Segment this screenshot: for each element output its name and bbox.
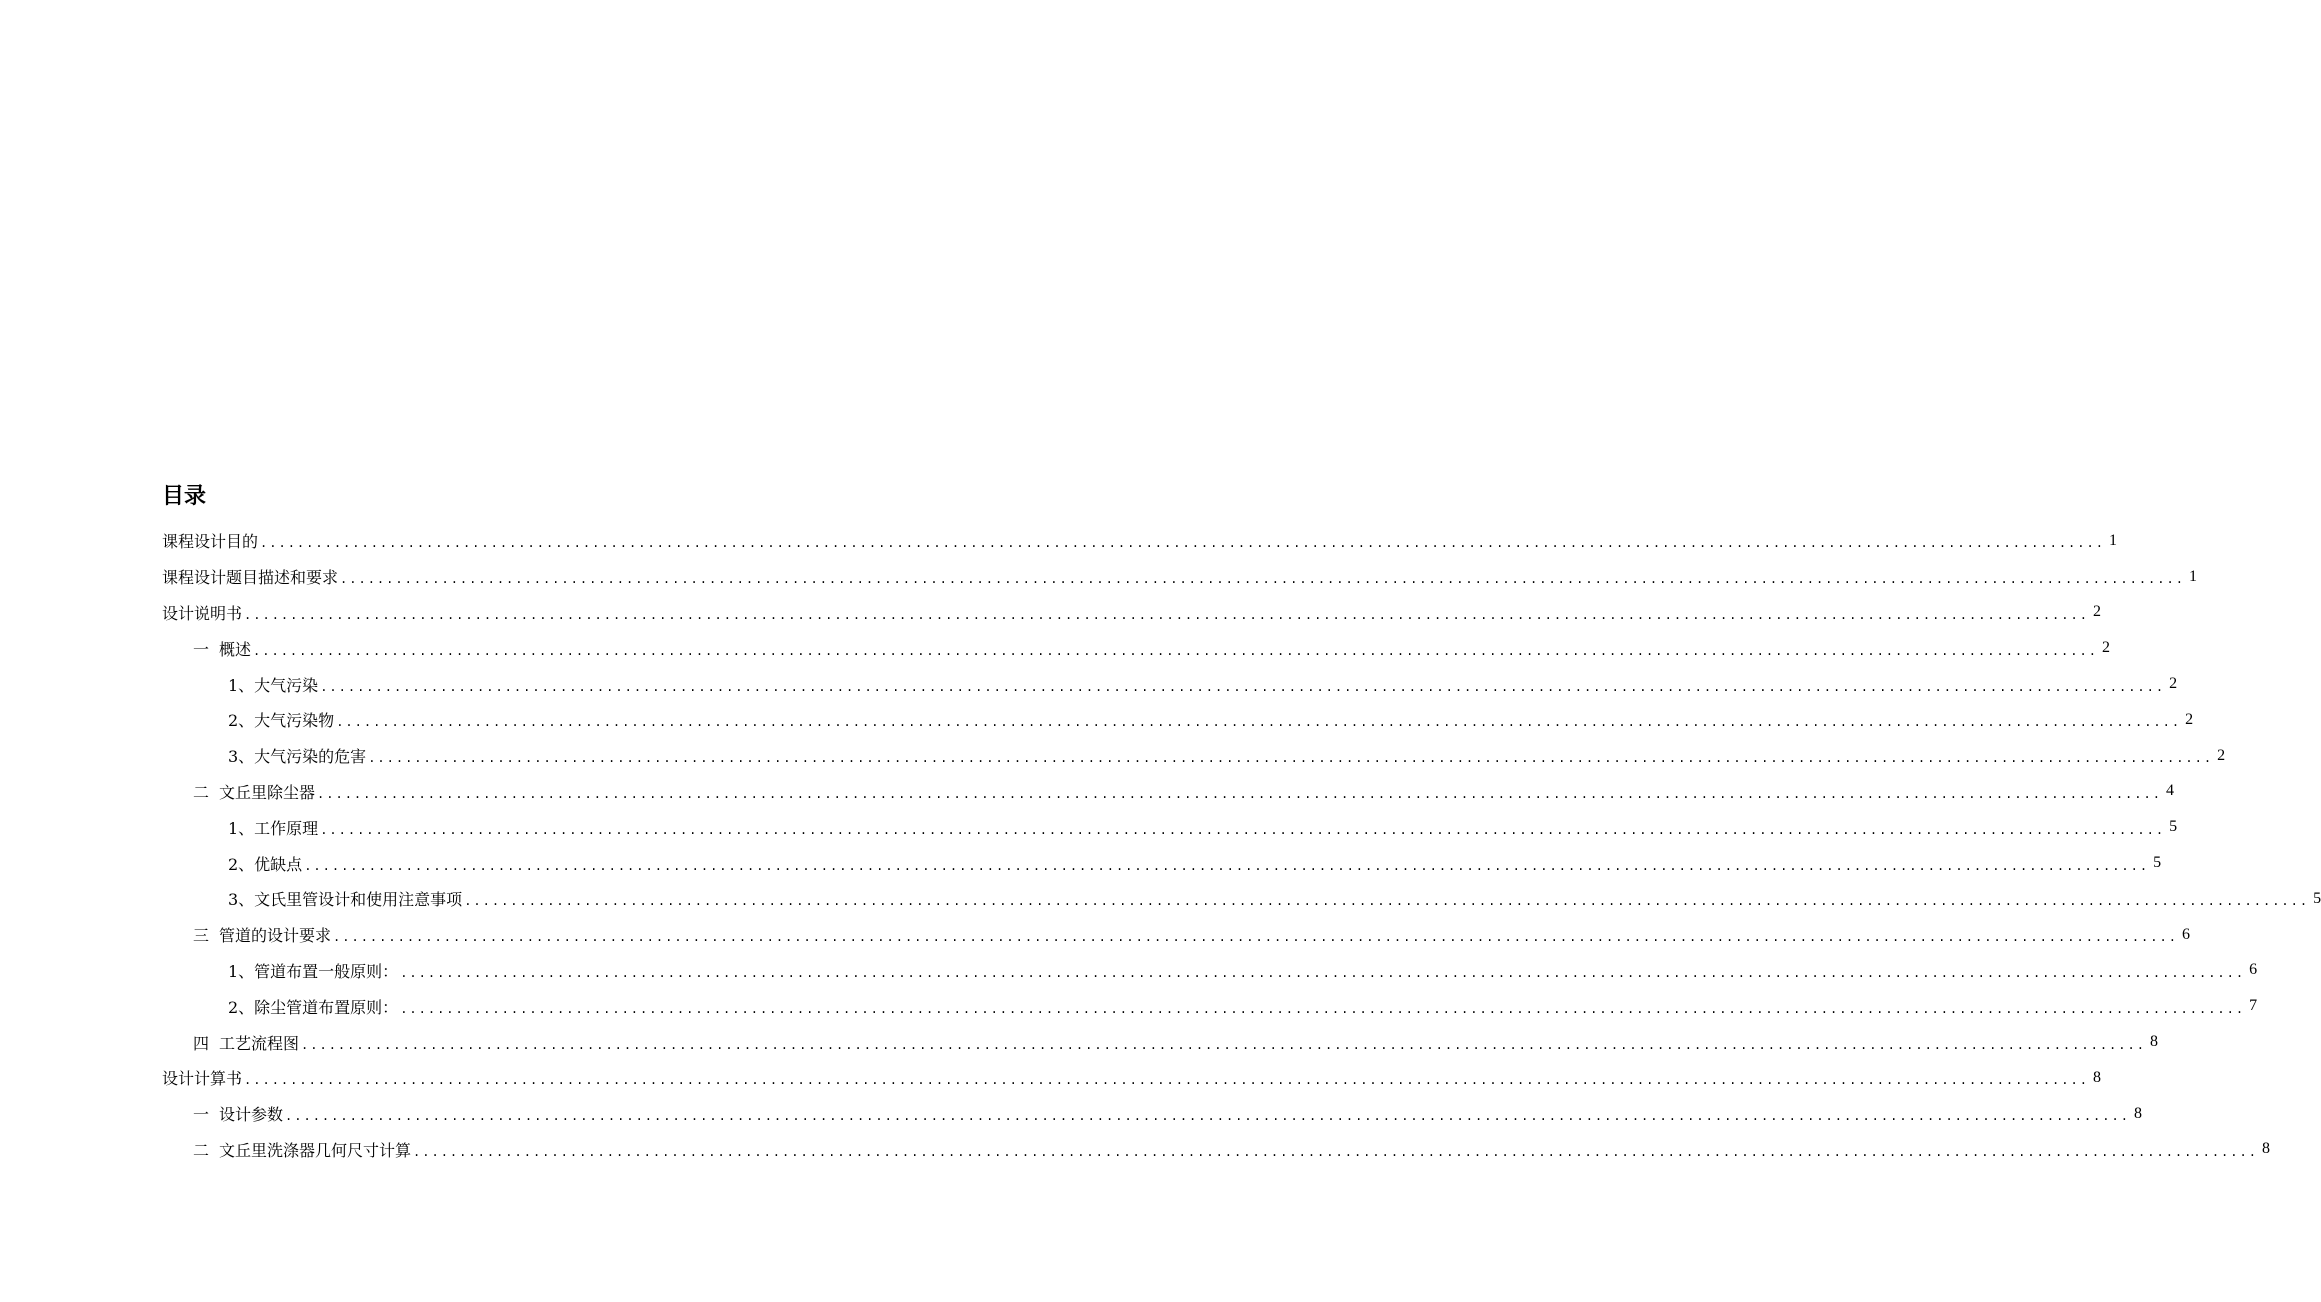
toc-entry-label [228, 959, 400, 982]
toc-dot-leader: ........................................................................................................................................................................................................ [244, 607, 2089, 622]
toc-entry-label [193, 1138, 413, 1161]
toc-page-number: 5 [2153, 854, 2162, 872]
toc-entry-label [228, 995, 400, 1018]
toc-entry-text: 3、大气污染的危害 [228, 747, 367, 767]
toc-entry-marker: 三 [193, 926, 210, 946]
toc-entry[interactable] [0, 1024, 2158, 1060]
toc-page-number: 2 [2217, 746, 2226, 764]
toc-dot-leader: ........................................................................................................................................................................................................ [400, 1001, 2246, 1016]
toc-dot-leader: ........................................................................................................................................................................................................ [285, 1109, 2130, 1124]
toc-page-number: 1 [2188, 567, 2197, 585]
toc-entry-text: 设计计算书 [162, 1069, 243, 1089]
toc-entry-label [193, 780, 317, 803]
toc-entry-label [228, 673, 320, 696]
toc-entry[interactable] [0, 774, 2174, 810]
toc-dot-leader: ........................................................................................................................................................................................................ [336, 715, 2182, 730]
toc-dot-leader: ........................................................................................................................................................................................................ [320, 822, 2166, 837]
toc-page-number: 8 [2092, 1068, 2101, 1086]
toc-entry-text: 1、管道布置一般原则： [228, 961, 399, 981]
toc-entry-text: 文丘里除尘器 [219, 782, 316, 802]
toc-entry[interactable] [0, 917, 2190, 953]
toc-dot-leader: ........................................................................................................................................................................................................ [304, 858, 2150, 873]
toc-entry-label [162, 565, 340, 588]
toc-entry-label [162, 529, 260, 552]
toc-page-number: 6 [2181, 925, 2190, 943]
toc-page-number: 6 [2249, 961, 2258, 979]
toc-page-number: 2 [2101, 639, 2110, 657]
toc-entry-text: 课程设计题目描述和要求 [162, 568, 339, 588]
toc-dot-leader: ........................................................................................................................................................................................................ [244, 1073, 2089, 1088]
toc-entry-label [193, 923, 333, 946]
toc-page-number: 8 [2261, 1140, 2270, 1158]
toc-entry-text: 设计说明书 [162, 603, 243, 623]
toc-entry-label [228, 887, 464, 910]
toc-entry[interactable] [0, 881, 2321, 917]
toc-dot-leader: ........................................................................................................................................................................................................ [317, 786, 2162, 801]
toc-entry-label [228, 852, 304, 875]
toc-entry[interactable] [0, 845, 2162, 881]
toc-dot-leader: ........................................................................................................................................................................................................ [333, 930, 2178, 945]
toc-entry-text: 文丘里洗涤器几何尺寸计算 [219, 1140, 412, 1160]
toc-entry-label [193, 1102, 285, 1125]
toc-entry[interactable] [0, 1096, 2142, 1132]
toc-dot-leader: ........................................................................................................................................................................................................ [464, 894, 2310, 909]
toc-entry-label [193, 1031, 301, 1054]
toc-entry[interactable] [0, 953, 2258, 989]
toc-entry-text: 工艺流程图 [219, 1033, 300, 1053]
toc-page-number: 2 [2092, 603, 2101, 621]
toc-dot-leader: ........................................................................................................................................................................................................ [301, 1037, 2146, 1052]
toc-title: 目录 [162, 484, 207, 509]
toc-dot-leader: ........................................................................................................................................................................................................ [260, 536, 2105, 551]
toc-entry[interactable] [0, 666, 2178, 702]
toc-page-number: 5 [2313, 889, 2321, 907]
toc-entry-label [228, 816, 320, 839]
toc-page-number: 8 [2149, 1033, 2158, 1051]
toc-entry[interactable] [0, 595, 2101, 631]
toc-page-number: 2 [2169, 675, 2178, 693]
toc-page-number: 5 [2169, 818, 2178, 836]
toc-page-number: 2 [2185, 710, 2194, 728]
toc-entry[interactable] [0, 809, 2178, 845]
toc-dot-leader: ........................................................................................................................................................................................................ [368, 751, 2214, 766]
toc-entry-marker: 二 [193, 1140, 210, 1160]
toc-entry-marker: 二 [193, 782, 210, 802]
toc-entry-marker: 一 [193, 1105, 210, 1125]
toc-dot-leader: ........................................................................................................................................................................................................ [340, 572, 2185, 587]
toc-entry-text: 管道的设计要求 [219, 926, 332, 946]
toc-entry[interactable] [0, 523, 2117, 559]
toc-entry-marker: 一 [193, 639, 210, 659]
toc-page-number: 7 [2249, 997, 2258, 1015]
toc-dot-leader: ........................................................................................................................................................................................................ [320, 679, 2166, 694]
toc-page-number: 8 [2133, 1104, 2142, 1122]
toc-entry-text: 课程设计目的 [162, 532, 259, 552]
toc-entry-text: 2、大气污染物 [228, 711, 335, 731]
toc-entry-text: 2、除尘管道布置原则： [228, 997, 399, 1017]
toc-entry[interactable] [0, 630, 2110, 666]
toc-entry-label [162, 1066, 244, 1089]
toc-entry[interactable] [0, 988, 2258, 1024]
toc-entry-text: 1、工作原理 [228, 818, 319, 838]
table-of-contents [0, 523, 2321, 1167]
toc-entry-text: 概述 [219, 639, 252, 659]
toc-entry-text: 1、大气污染 [228, 675, 319, 695]
toc-entry-text: 2、优缺点 [228, 854, 303, 874]
toc-entry-label [162, 601, 244, 624]
toc-dot-leader: ........................................................................................................................................................................................................ [253, 643, 2098, 658]
toc-entry-label [228, 744, 368, 767]
toc-dot-leader: ........................................................................................................................................................................................................ [413, 1144, 2258, 1159]
toc-entry-label [228, 708, 336, 731]
toc-page-number: 4 [2165, 782, 2174, 800]
toc-entry-marker: 四 [193, 1033, 210, 1053]
toc-dot-leader: ........................................................................................................................................................................................................ [400, 965, 2246, 980]
toc-entry[interactable] [0, 738, 2226, 774]
toc-entry-text: 设计参数 [219, 1105, 284, 1125]
toc-entry[interactable] [0, 559, 2197, 595]
toc-entry[interactable] [0, 1132, 2270, 1168]
toc-entry-label [193, 637, 253, 660]
toc-page-number: 1 [2108, 531, 2117, 549]
toc-entry-text: 3、文氏里管设计和使用注意事项 [228, 890, 463, 910]
toc-entry[interactable] [0, 1060, 2101, 1096]
toc-entry[interactable] [0, 702, 2194, 738]
